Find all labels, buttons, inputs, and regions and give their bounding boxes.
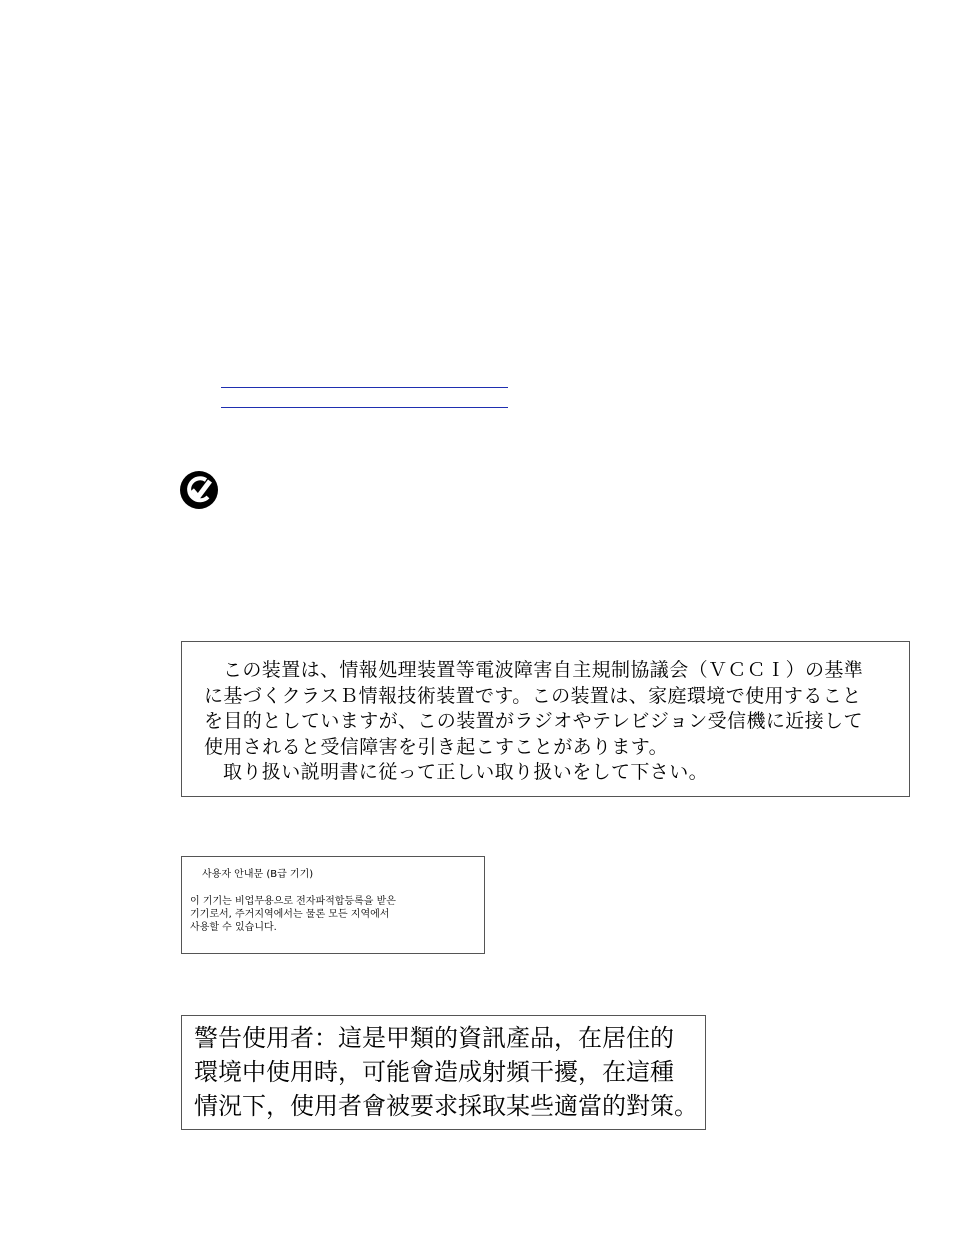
taiwan-notice-line: 情況下，使用者會被要求採取某些適當的對策。: [194, 1092, 698, 1120]
vcci-notice-box: [181, 641, 910, 797]
vcci-line: この装置は、情報処理装置等電波障害自主規制協議会（ＶＣＣＩ）の基準: [223, 659, 864, 681]
korea-notice-title: 사용자 안내문 (B급 기기): [202, 869, 314, 880]
taiwan-notice-line: 警告使用者：這是甲類的資訊產品，在居住的: [194, 1024, 674, 1052]
korea-notice-line: 사용할 수 있습니다.: [190, 922, 277, 933]
vcci-line: 取り扱い説明書に従って正しい取り扱いをして下さい。: [223, 761, 709, 783]
c-tick-icon: [179, 470, 219, 510]
link-underline-2[interactable]: [221, 389, 508, 408]
vcci-line: を目的としていますが、この装置がラジオやテレビジョン受信機に近接して: [204, 710, 863, 732]
vcci-line: 使用されると受信障害を引き起こすことがあります。: [204, 735, 669, 758]
korea-notice-line: 기기로서, 주거지역에서는 물론 모든 지역에서: [190, 909, 390, 920]
vcci-line: に基づくクラスＢ情報技術装置です。この装置は、家庭環境で使用すること: [204, 684, 862, 707]
taiwan-notice-line: 環境中使用時，可能會造成射頻干擾，在這種: [194, 1058, 674, 1086]
korea-notice-line: 이 기기는 비업무용으로 전자파적합등록을 받은: [190, 896, 396, 907]
link-underline-1[interactable]: [221, 369, 508, 388]
taiwan-notice-box: [181, 1015, 706, 1130]
korea-notice-box: [181, 856, 485, 954]
